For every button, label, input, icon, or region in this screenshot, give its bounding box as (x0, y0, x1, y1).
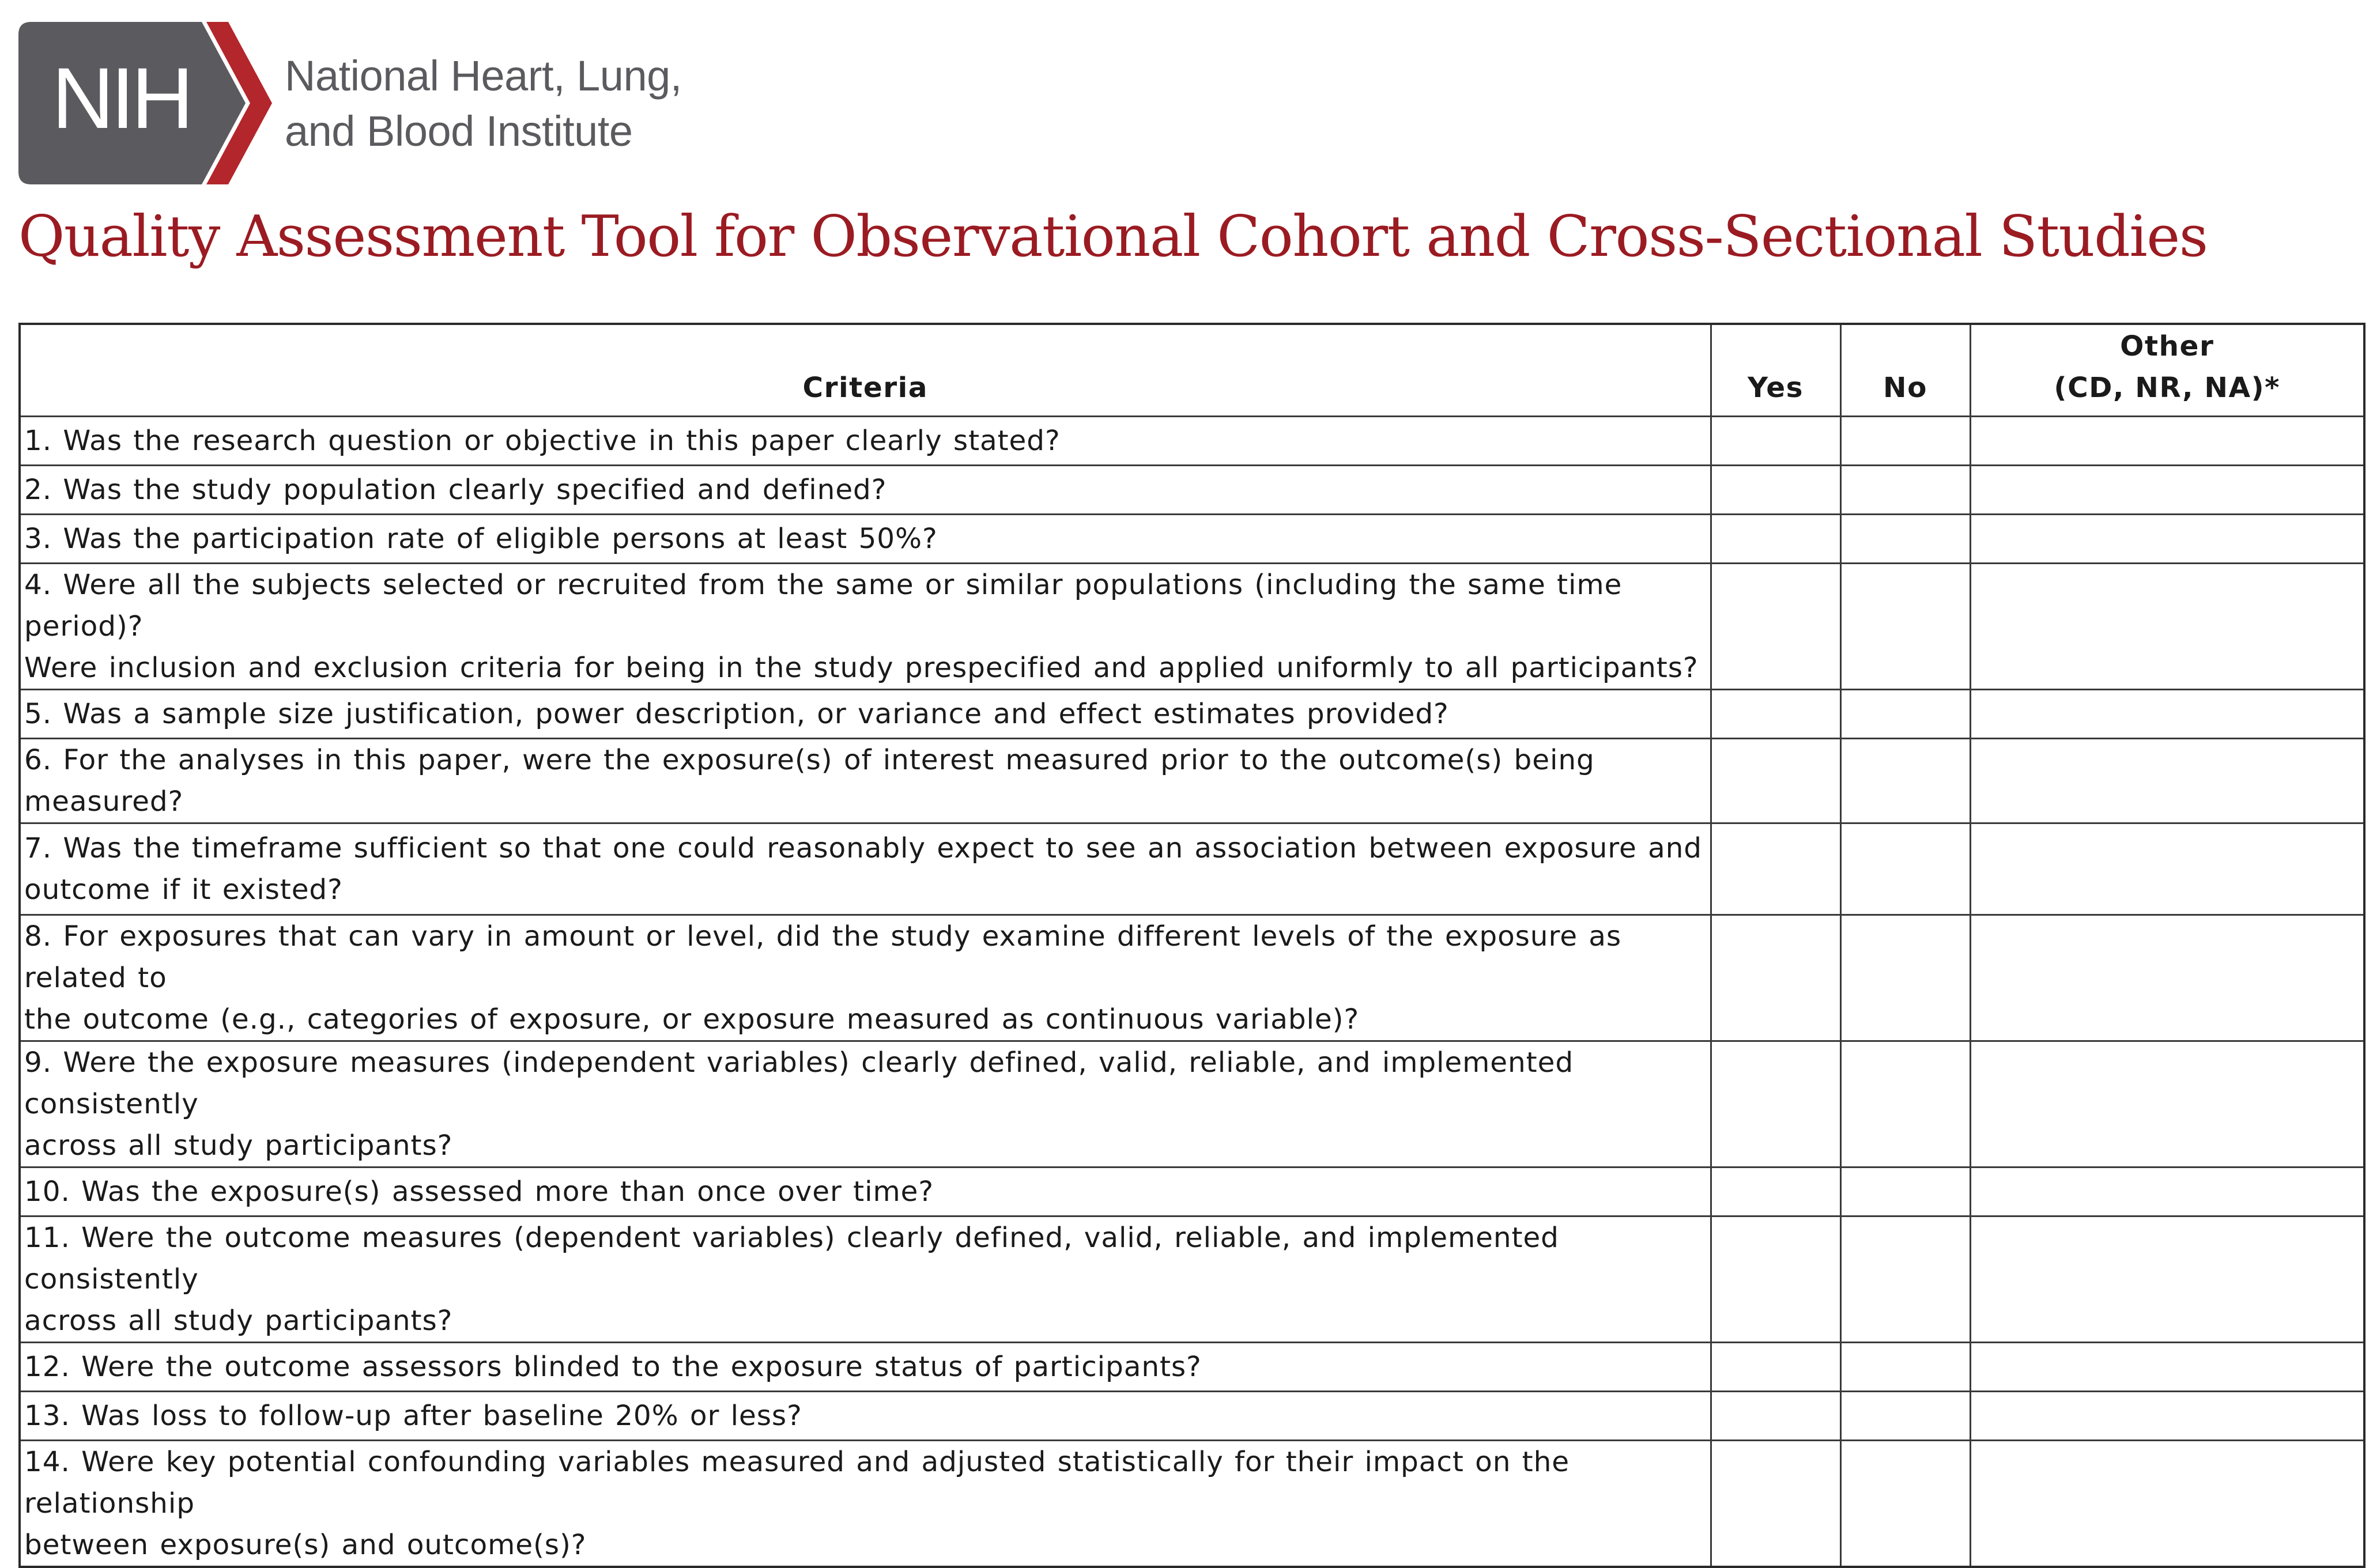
yes-cell[interactable] (1711, 1342, 1840, 1391)
table-row (20, 514, 2364, 563)
criterion-text: 10. Was the exposure(s) assessed more than once over time? (20, 1167, 1711, 1216)
other-cell[interactable] (1970, 1216, 2364, 1342)
yes-cell[interactable] (1711, 689, 1840, 738)
yes-header: Yes (1711, 324, 1840, 416)
other-cell[interactable] (1970, 738, 2364, 823)
no-cell[interactable] (1840, 465, 1970, 514)
institute-name-line-1: National Heart, Lung, (285, 52, 682, 100)
other-header-line-2: (CD, NR, NA)* (2054, 371, 2281, 404)
other-cell[interactable] (1970, 823, 2364, 915)
other-cell[interactable] (1970, 1440, 2364, 1567)
criteria-table (18, 323, 2366, 1568)
yes-cell[interactable] (1711, 1391, 1840, 1440)
criterion-text: 13. Was loss to follow-up after baseline 20% or less? (20, 1391, 1711, 1440)
no-cell[interactable] (1840, 1391, 1970, 1440)
no-cell[interactable] (1840, 738, 1970, 823)
logo-nih-text: NIH (51, 50, 191, 146)
table-row (20, 465, 2364, 514)
criterion-text: 11. Were the outcome measures (dependent variables) clearly defined, valid, reliable, and implemented consistently across all study participants? (20, 1216, 1711, 1342)
criterion-text: 8. For exposures that can vary in amount or level, did the study examine different levels of the exposure as related to the outcome (e.g., categories of exposure, or exposure measured as continuous variable)? (20, 915, 1711, 1041)
other-cell[interactable] (1970, 915, 2364, 1041)
other-header (1970, 324, 2364, 416)
yes-cell[interactable] (1711, 738, 1840, 823)
yes-cell[interactable] (1711, 416, 1840, 465)
other-cell[interactable] (1970, 563, 2364, 689)
criterion-text: 1. Was the research question or objective in this paper clearly stated? (20, 416, 1711, 465)
no-cell[interactable] (1840, 915, 1970, 1041)
yes-cell[interactable] (1711, 823, 1840, 915)
other-cell[interactable] (1970, 514, 2364, 563)
no-cell[interactable] (1840, 416, 1970, 465)
criterion-text: 3. Was the participation rate of eligible persons at least 50%? (20, 514, 1711, 563)
table-row (20, 1391, 2364, 1440)
criteria-header: Criteria (20, 324, 1711, 416)
no-cell[interactable] (1840, 1342, 1970, 1391)
criterion-text: 5. Was a sample size justification, power description, or variance and effect estimates provided? (20, 689, 1711, 738)
criterion-text: 7. Was the timeframe sufficient so that one could reasonably expect to see an association between exposure and outcome if it existed? (20, 823, 1711, 915)
no-cell[interactable] (1840, 1167, 1970, 1216)
institute-name (285, 48, 682, 159)
table-row (20, 823, 2364, 915)
table-row (20, 915, 2364, 1041)
other-cell[interactable] (1970, 689, 2364, 738)
table-row (20, 1440, 2364, 1567)
table-row (20, 689, 2364, 738)
criterion-text: 4. Were all the subjects selected or recruited from the same or similar populations (including the same time period)? Were inclusion and exclusion criteria for being in the study prespecified and applied uniformly to all participants? (20, 563, 1711, 689)
other-cell[interactable] (1970, 465, 2364, 514)
criterion-text: 2. Was the study population clearly specified and defined? (20, 465, 1711, 514)
criterion-text: 14. Were key potential confounding variables measured and adjusted statistically for their impact on the relationship between exposure(s) and outcome(s)? (20, 1440, 1711, 1567)
yes-cell[interactable] (1711, 915, 1840, 1041)
yes-cell[interactable] (1711, 563, 1840, 689)
other-header-line-1: Other (2120, 330, 2214, 362)
nih-logo-mark (18, 22, 272, 184)
yes-cell[interactable] (1711, 1167, 1840, 1216)
table-row (20, 1342, 2364, 1391)
other-cell[interactable] (1970, 1342, 2364, 1391)
other-cell[interactable] (1970, 1391, 2364, 1440)
no-header: No (1840, 324, 1970, 416)
no-cell[interactable] (1840, 1041, 1970, 1167)
no-cell[interactable] (1840, 689, 1970, 738)
yes-cell[interactable] (1711, 1041, 1840, 1167)
yes-cell[interactable] (1711, 465, 1840, 514)
no-cell[interactable] (1840, 1440, 1970, 1567)
no-cell[interactable] (1840, 823, 1970, 915)
nhlbi-logo (18, 22, 768, 184)
table-row (20, 416, 2364, 465)
table-row (20, 738, 2364, 823)
other-cell[interactable] (1970, 1167, 2364, 1216)
no-cell[interactable] (1840, 1216, 1970, 1342)
criterion-text: 6. For the analyses in this paper, were the exposure(s) of interest measured prior to the outcome(s) being measured? (20, 738, 1711, 823)
table-row (20, 1216, 2364, 1342)
table-header-row (20, 324, 2364, 416)
other-cell[interactable] (1970, 1041, 2364, 1167)
table-row (20, 563, 2364, 689)
yes-cell[interactable] (1711, 1440, 1840, 1567)
other-cell[interactable] (1970, 416, 2364, 465)
yes-cell[interactable] (1711, 1216, 1840, 1342)
yes-cell[interactable] (1711, 514, 1840, 563)
institute-name-line-2: and Blood Institute (285, 107, 633, 155)
criterion-text: 9. Were the exposure measures (independent variables) clearly defined, valid, reliable, and implemented consistently across all study participants? (20, 1041, 1711, 1167)
table-row (20, 1041, 2364, 1167)
page-title: Quality Assessment Tool for Observational Cohort and Cross-Sectional Studies (18, 204, 2208, 270)
no-cell[interactable] (1840, 563, 1970, 689)
no-cell[interactable] (1840, 514, 1970, 563)
criterion-text: 12. Were the outcome assessors blinded to the exposure status of participants? (20, 1342, 1711, 1391)
table-row (20, 1167, 2364, 1216)
